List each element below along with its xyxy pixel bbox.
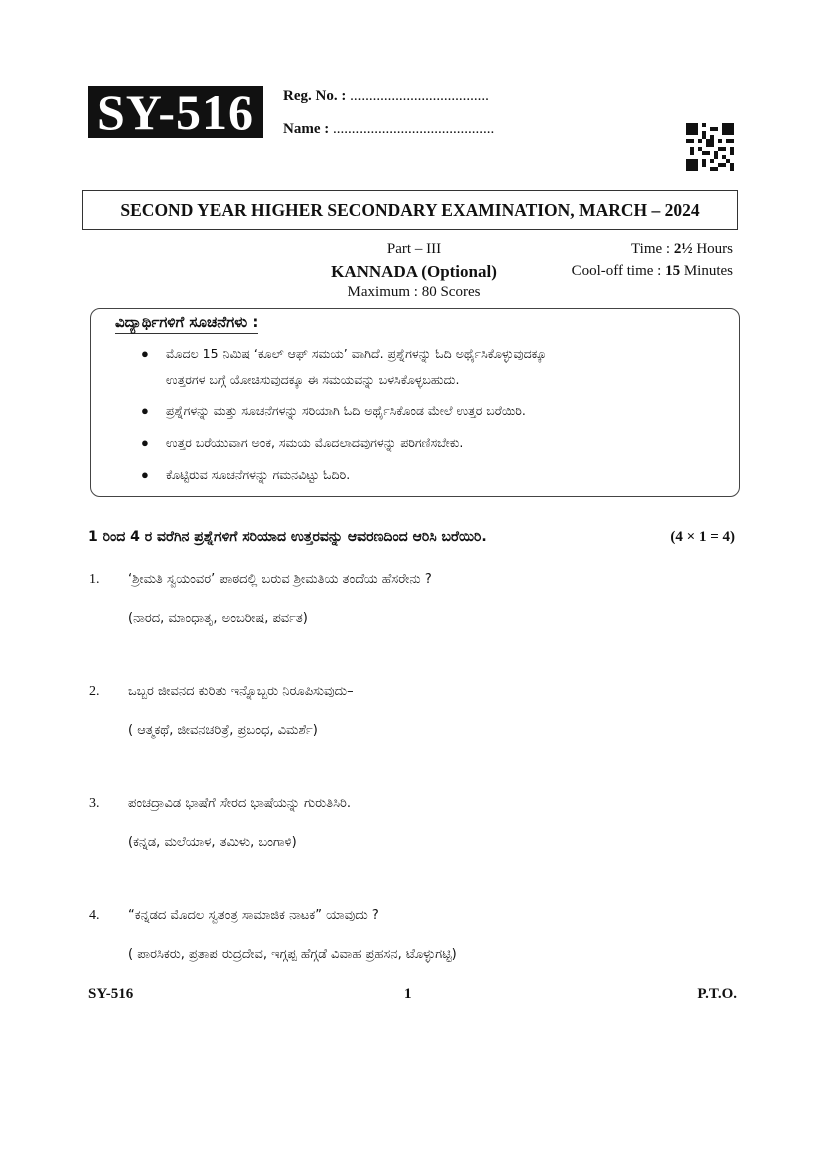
section-marks: (4 × 1 = 4)	[670, 529, 735, 545]
qr-code-icon	[686, 123, 734, 171]
instruction-line: ಉತ್ತರ ಬರೆಯುವಾಗ ಅಂಕ, ಸಮಯ ಮೊದಲಾದವುಗಳನ್ನು ಪರಿಗಣಿಸಬೇಕು.	[166, 435, 464, 450]
question-number: 2.	[89, 684, 100, 699]
time-info	[631, 241, 733, 258]
question-number: 3.	[89, 796, 100, 811]
question-text: ‘ಶ್ರೀಮತಿ ಸ್ವಯಂವರ’ ಪಾಠದಲ್ಲಿ ಬರುವ ಶ್ರೀಮತಿಯ ತಂದೆಯ ಹೆಸರೇನು ?	[128, 572, 432, 587]
pto-label: P.T.O.	[697, 986, 737, 1002]
question-number: 4.	[89, 908, 100, 923]
footer-paper-code: SY-516	[88, 986, 134, 1002]
bullet-icon: ●	[141, 403, 149, 418]
subject-label: KANNADA (Optional)	[331, 262, 497, 281]
reg-no-dots: .....................................	[346, 88, 489, 104]
bullet-icon: ●	[141, 467, 149, 482]
cooloff-value: 15	[665, 263, 681, 279]
bullet-icon: ●	[141, 435, 149, 450]
time-value: 2½	[673, 241, 693, 257]
instruction-line: ಮೊದಲ 15 ನಿಮಿಷ ‘ಕೂಲ್ ಆಫ್ ಸಮಯ’ ವಾಗಿದೆ. ಪ್ರಶ್ನೆಗಳನ್ನು ಓದಿ ಅರ್ಥೈಸಿಕೊಳ್ಳುವುದಕ್ಕೂ	[166, 346, 547, 361]
name-dots: ...........................................	[329, 121, 495, 137]
question-text: “ಕನ್ನಡದ ಮೊದಲ ಸ್ವತಂತ್ರ ಸಾಮಾಜಿಕ ನಾಟಕ” ಯಾವುದು ?	[128, 908, 379, 923]
question-options: (ನಾರದ, ಮಾಂಧಾತೃ, ಅಂಬರೀಷ, ಪರ್ವತ)	[128, 611, 308, 626]
bullet-icon: ●	[141, 346, 149, 361]
exam-title: SECOND YEAR HIGHER SECONDARY EXAMINATION, MARCH – 2024	[82, 190, 738, 230]
cooloff-unit: Minutes	[680, 263, 733, 279]
name-line	[283, 121, 494, 138]
section-heading: 1 ರಿಂದ 4 ರ ವರೆಗಿನ ಪ್ರಶ್ನೆಗಳಿಗೆ ಸರಿಯಾದ ಉತ್ತರವನ್ನು ಆವರಣದಿಂದ ಆರಿಸಿ ಬರೆಯಿರಿ.	[88, 529, 487, 545]
cooloff-info	[572, 263, 733, 280]
question-text: ಒಬ್ಬರ ಜೀವನದ ಕುರಿತು ಇನ್ನೊಬ್ಬರು ನಿರೂಪಿಸುವುದು–	[128, 684, 354, 699]
question-options: ( ಪಾರಸಿಕರು, ಪ್ರತಾಪ ರುದ್ರದೇವ, ಇಗ್ಗಪ್ಪ ಹೆಗ್ಗಡೆ ವಿವಾಹ ಪ್ರಹಸನ, ಟೊಳ್ಳುಗಟ್ಟಿ)	[128, 947, 457, 962]
part-label: Part – III	[386, 241, 442, 257]
cooloff-label: Cool-off time :	[571, 263, 666, 279]
instruction-line: ಪ್ರಶ್ನೆಗಳನ್ನು ಮತ್ತು ಸೂಚನೆಗಳನ್ನು ಸರಿಯಾಗಿ ಓದಿ ಅರ್ಥೈಸಿಕೊಂಡ ಮೇಲೆ ಉತ್ತರ ಬರೆಯಿರಿ.	[166, 403, 526, 418]
reg-no-label: Reg. No. :	[283, 88, 347, 104]
time-unit: Hours	[692, 241, 733, 257]
time-label: Time :	[631, 241, 674, 257]
reg-no-line	[283, 88, 489, 105]
instruction-line: ಕೊಟ್ಟಿರುವ ಸೂಚನೆಗಳನ್ನು ಗಮನವಿಟ್ಟು ಓದಿರಿ.	[166, 467, 351, 482]
instruction-line: ಉತ್ತರಗಳ ಬಗ್ಗೆ ಯೋಚಿಸುವುದಕ್ಕೂ ಈ ಸಮಯವನ್ನು ಬಳಸಿಕೊಳ್ಳಬಹುದು.	[166, 372, 460, 387]
paper-code-badge: SY-516	[88, 86, 263, 138]
instructions-heading: ವಿದ್ಯಾರ್ಥಿಗಳಿಗೆ ಸೂಚನೆಗಳು :	[115, 313, 258, 334]
question-text: ಪಂಚದ್ರಾವಿಡ ಭಾಷೆಗೆ ಸೇರದ ಭಾಷೆಯನ್ನು ಗುರುತಿಸಿರಿ.	[128, 796, 351, 811]
question-number: 1.	[89, 572, 100, 587]
page-number: 1	[404, 986, 412, 1002]
question-options: ( ಆತ್ಮಕಥೆ, ಜೀವನಚರಿತ್ರೆ, ಪ್ರಬಂಧ, ವಿಮರ್ಶೆ)	[128, 723, 318, 738]
maximum-scores: Maximum : 80 Scores	[347, 284, 481, 300]
name-label: Name :	[283, 121, 330, 137]
question-options: (ಕನ್ನಡ, ಮಲೆಯಾಳ, ತಮಿಳು, ಬಂಗಾಳಿ)	[128, 835, 297, 850]
